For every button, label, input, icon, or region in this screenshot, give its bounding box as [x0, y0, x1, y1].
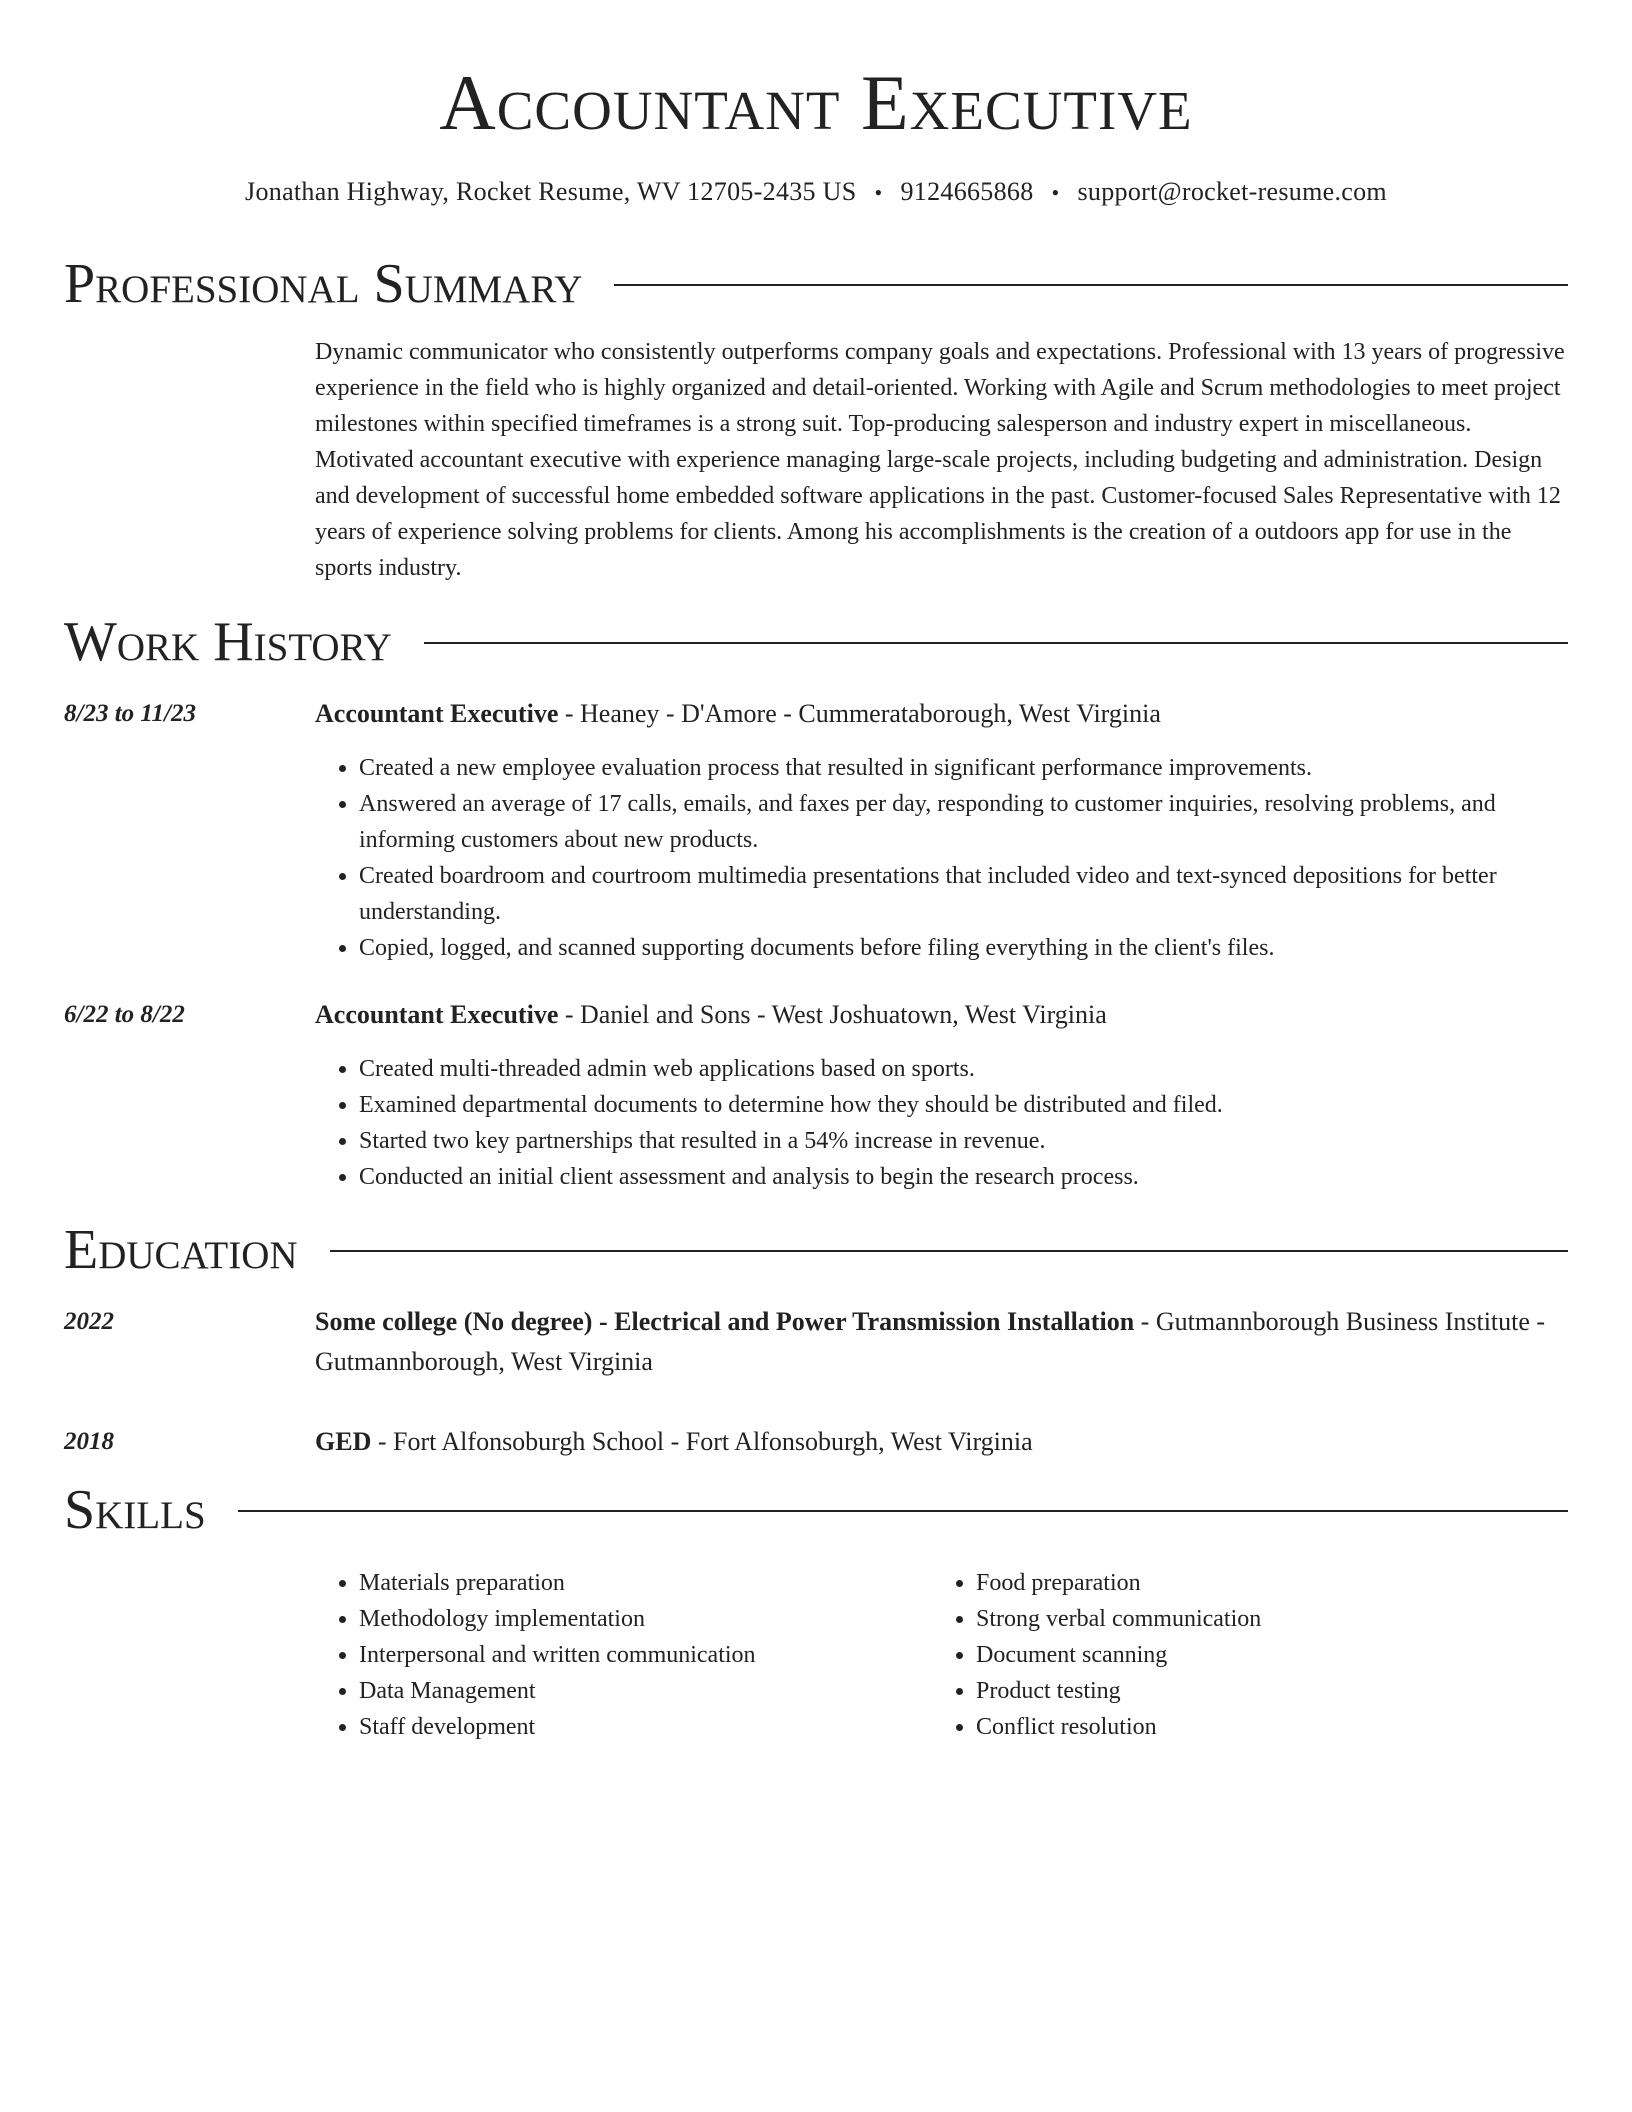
section-title-work: Work History: [64, 611, 392, 673]
skill-item: • Methodology implementation: [359, 1601, 931, 1637]
skill-item: • Strong verbal communication: [976, 1601, 1568, 1637]
education-school: - Fort Alfonsoburgh School - Fort Alfonsoburgh, West Virginia: [371, 1427, 1033, 1456]
skill-item: • Conflict resolution: [976, 1709, 1568, 1745]
section-header-education: [64, 1218, 1568, 1282]
skill-item: • Document scanning: [976, 1637, 1568, 1673]
section-title-skills: Skills: [64, 1479, 206, 1541]
contact-separator: •: [874, 180, 883, 205]
list-item: • Created multi-threaded admin web applications based on sports.: [359, 1051, 1568, 1087]
job-employer: - Daniel and Sons - West Joshuatown, West Virginia: [558, 1000, 1107, 1029]
skill-item: • Product testing: [976, 1673, 1568, 1709]
education-school: - Gutmannborough Business Institute - Gutmannborough, West Virginia: [315, 1307, 1546, 1376]
list-item: • Copied, logged, and scanned supporting documents before filing everything in the client's files.: [359, 930, 1568, 966]
resume-title: Accountant Executive: [439, 59, 1193, 146]
contact-line: [64, 174, 1568, 211]
skill-item: • Interpersonal and written communication: [359, 1637, 931, 1673]
job-bullets: [315, 750, 1568, 966]
list-item: • Created a new employee evaluation process that resulted in significant performance improvements.: [359, 750, 1568, 786]
education-degree: Some college (No degree) - Electrical and Power Transmission Installation: [315, 1307, 1135, 1336]
list-item: • Answered an average of 17 calls, emails, and faxes per day, responding to customer inquiries, resolving problems, and informing customers about new products.: [359, 786, 1568, 858]
list-item: • Created boardroom and courtroom multimedia presentations that included video and text-synced depositions for better understanding.: [359, 858, 1568, 930]
skill-item: • Food preparation: [976, 1565, 1568, 1601]
job-heading: [315, 995, 1568, 1035]
skills-list-left: [315, 1565, 931, 1745]
skills-list-right: [932, 1565, 1568, 1745]
section-divider: [424, 642, 1568, 644]
section-header-skills: [64, 1478, 1568, 1542]
contact-email: support@rocket-resume.com: [1077, 177, 1387, 206]
education-year: 2018: [64, 1428, 114, 1455]
job-dates: 6/22 to 8/22: [64, 1001, 185, 1028]
education-degree: GED: [315, 1427, 372, 1456]
section-divider: [238, 1510, 1568, 1512]
section-header-summary: [64, 252, 1568, 316]
section-divider: [330, 1250, 1568, 1252]
summary-text: Dynamic communicator who consistently outperforms company goals and expectations. Professional with 13 years of progressive experience in the field who is highly organized and detail-oriented. Working with Agile and Scrum methodologies to meet project milestones within specified timeframes is a strong suit. Top-producing salesperson and industry expert in miscellaneous. Motivated accountant executive with experience managing large-scale projects, including budgeting and administration. Design and development of successful home embedded software applications in the past. Customer-focused Sales Representative with 12 years of experience solving problems for clients. Among his accomplishments is the creation of a outdoors app for use in the sports industry.: [315, 339, 1565, 581]
section-divider: [614, 284, 1568, 286]
education-entry: [315, 1302, 1568, 1382]
list-item: • Started two key partnerships that resulted in a 54% increase in revenue.: [359, 1123, 1568, 1159]
skill-item: • Materials preparation: [359, 1565, 931, 1601]
job-bullets: [315, 1051, 1568, 1195]
contact-separator: •: [1051, 180, 1060, 205]
job-heading: [315, 694, 1568, 734]
job-employer: - Heaney - D'Amore - Cummerataborough, West Virginia: [558, 699, 1161, 728]
list-item: • Conducted an initial client assessment and analysis to begin the research process.: [359, 1159, 1568, 1195]
education-entry: [315, 1422, 1568, 1462]
job-title: Accountant Executive: [315, 699, 559, 728]
skill-item: • Staff development: [359, 1709, 931, 1745]
section-title-summary: Professional Summary: [64, 253, 583, 315]
section-title-education: Education: [64, 1219, 298, 1281]
section-header-work: [64, 610, 1568, 674]
list-item: • Examined departmental documents to determine how they should be distributed and filed.: [359, 1087, 1568, 1123]
job-dates: 8/23 to 11/23: [64, 700, 196, 727]
contact-phone: 9124665868: [900, 177, 1034, 206]
skill-item: • Data Management: [359, 1673, 931, 1709]
contact-address: Jonathan Highway, Rocket Resume, WV 12705-2435 US: [245, 177, 857, 206]
job-title: Accountant Executive: [315, 1000, 559, 1029]
education-year: 2022: [64, 1308, 114, 1335]
